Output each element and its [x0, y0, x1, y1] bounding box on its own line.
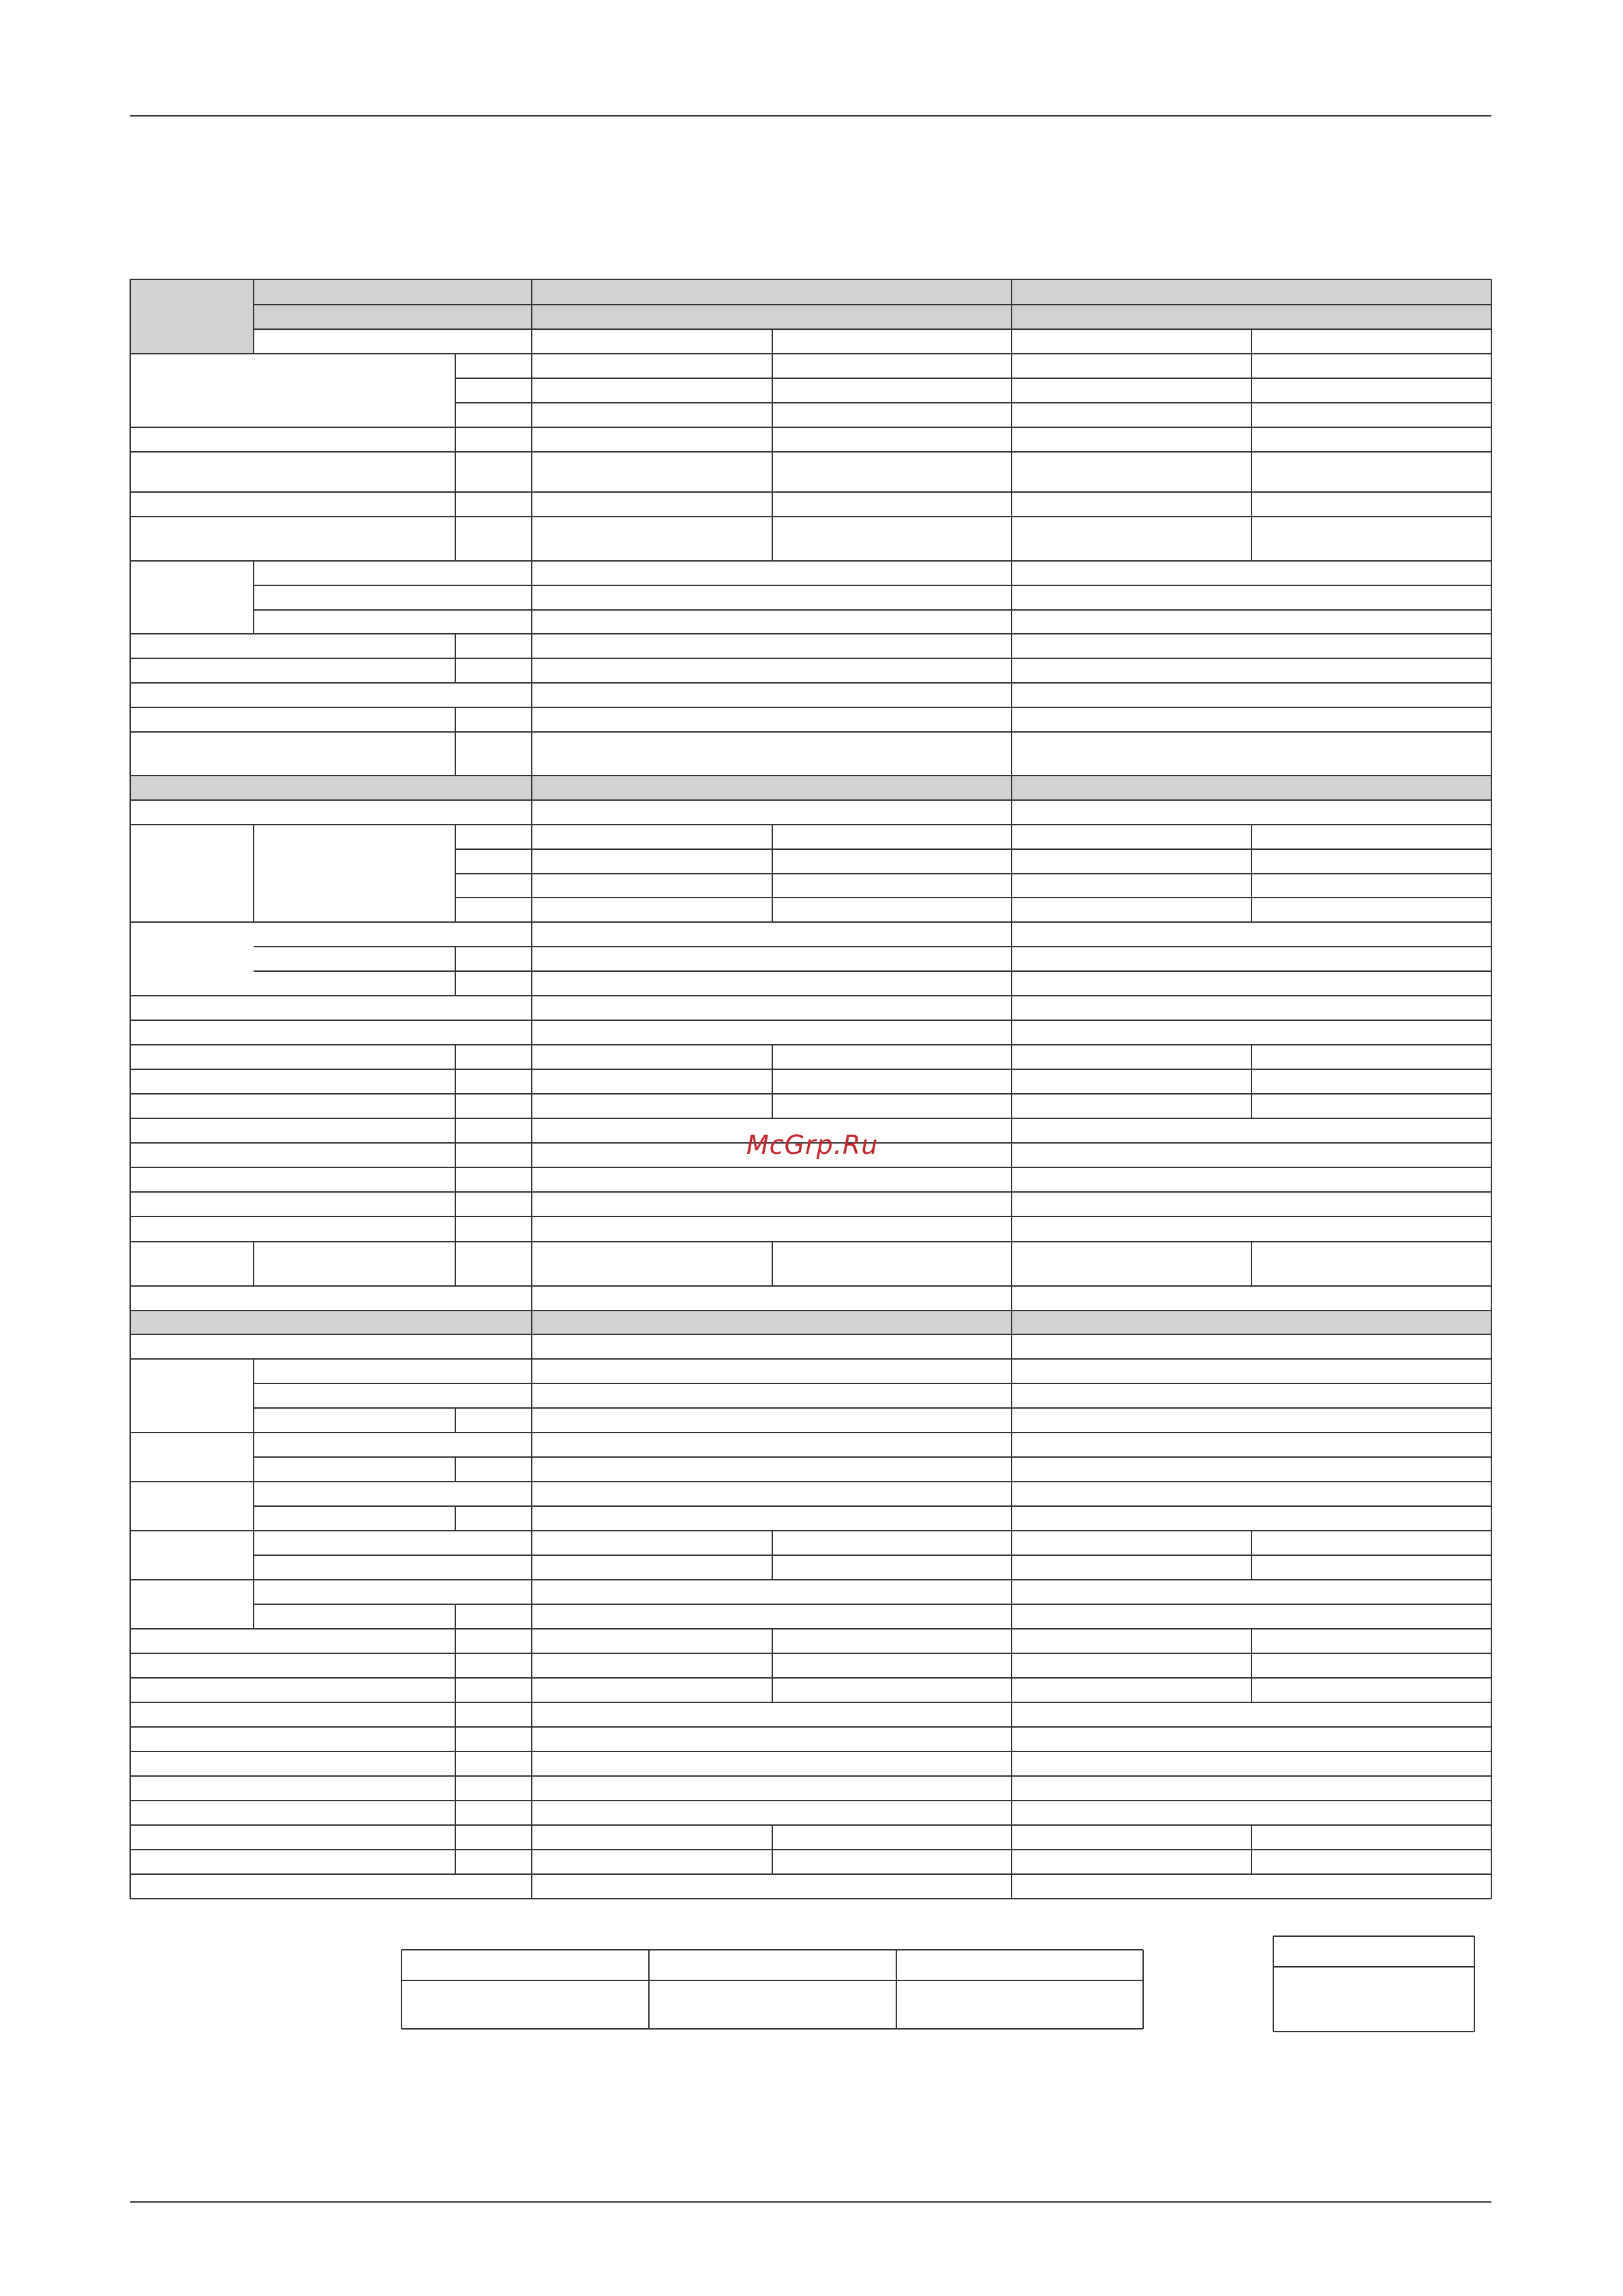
section-band: [130, 1310, 1491, 1334]
header-band-1: [254, 279, 1491, 305]
section-band: [130, 776, 1491, 800]
header-cell-shaded: [130, 279, 254, 354]
watermark: McGrp.Ru: [746, 1130, 879, 1160]
header-band-2: [254, 305, 1491, 329]
